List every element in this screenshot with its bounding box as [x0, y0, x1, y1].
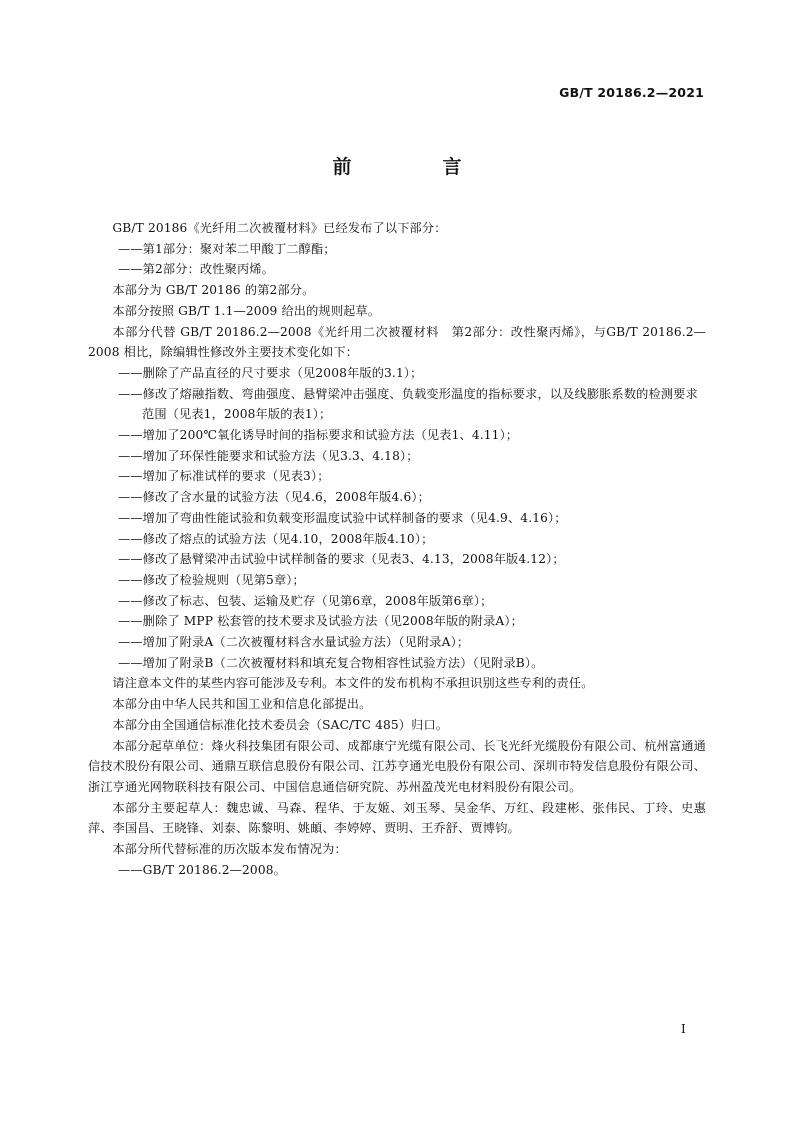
list-item: ——增加了弯曲性能试验和负载变形温度试验中试样制备的要求（见4.9、4.16）； — [118, 510, 567, 525]
list-item: ——修改了悬臂梁冲击试验中试样制备的要求（见表3、4.13，2008年版4.12）； — [118, 552, 565, 567]
list-item: ——删除了产品直径的尺寸要求（见2008年版的3.1）； — [118, 365, 423, 380]
list-item: ——GB/T 20186.2—2008。 — [118, 862, 286, 877]
paragraph: 本部分为 GB/T 20186 的第2部分。 — [112, 283, 315, 298]
page-number: I — [681, 1022, 686, 1036]
list-item: ——增加了200℃氧化诱导时间的指标要求和试验方法（见表1、4.11）； — [118, 428, 519, 443]
list-item: ——增加了附录B（二次被覆材料和填充复合物相容性试验方法）（见附录B）。 — [118, 655, 544, 670]
paragraph: 本部分所代替标准的历次版本发布情况为： — [112, 842, 347, 857]
paragraph: 本部分起草单位：烽火科技集团有限公司、成都康宁光缆有限公司、长飞光纤光缆股份有限公司、杭州富通通信技术股份有限公司、通鼎互联信息股份有限公司、江苏亨通光电股份有限公司、深圳市特发信息股份有限公司、浙江亨通光网物联科技有限公司、中国信息通信研究院、苏州盈茂光电材料股份有限公司。 — [88, 738, 706, 794]
standard-code: GB/T 20186.2—2021 — [559, 85, 704, 100]
list-item: ——修改了含水量的试验方法（见4.6，2008年版4.6）； — [118, 490, 430, 505]
paragraph: 本部分由中华人民共和国工业和信息化部提出。 — [112, 697, 372, 712]
list-item: ——修改了标志、包装、运输及贮存（见第6章，2008年版第6章）； — [118, 593, 493, 608]
list-item: ——第1部分：聚对苯二甲酸丁二醇酯； — [118, 241, 336, 256]
page-title: 前 言 — [332, 156, 498, 178]
list-item: ——第2部分：改性聚丙烯。 — [118, 262, 274, 277]
list-item: ——修改了熔融指数、弯曲强度、悬臂梁冲击强度、负载变形温度的指标要求，以及线膨胀系数的检测要求范围（见表1，2008年版的表1）； — [118, 386, 698, 422]
paragraph: 本部分主要起草人：魏忠诚、马森、程华、于友姬、刘玉琴、吴金华、万红、段建彬、张伟民、丁玲、史惠萍、李国昌、王晓锋、刘泰、陈黎明、姚頔、李婷婷、贾明、王乔舒、贾博钧。 — [88, 800, 706, 836]
list-item: ——增加了环保性能要求和试验方法（见3.3、4.18）； — [118, 448, 419, 463]
paragraph: GB/T 20186《光纤用二次被覆材料》已经发布了以下部分： — [112, 221, 447, 235]
paragraph: 请注意本文件的某些内容可能涉及专利。本文件的发布机构不承担识别这些专利的责任。 — [112, 676, 594, 691]
list-item: ——修改了熔点的试验方法（见4.10，2008年版4.10）； — [118, 531, 434, 546]
list-item: ——修改了检验规则（见第5章）； — [118, 572, 305, 587]
paragraph: 本部分由全国通信标准化技术委员会（SAC/TC 485）归口。 — [112, 717, 449, 732]
list-item: ——增加了附录A（二次被覆材料含水量试验方法）（见附录A）； — [118, 635, 470, 650]
foreword-body — [88, 218, 706, 881]
list-item: ——删除了 MPP 松套管的技术要求及试验方法（见2008年版的附录A）； — [118, 614, 523, 629]
list-item: ——增加了标准试样的要求（见表3）； — [118, 469, 330, 484]
paragraph: 本部分代替 GB/T 20186.2—2008《光纤用二次被覆材料 第2部分：改性聚丙烯》，与GB/T 20186.2—2008 相比，除编辑性修改外主要技术变化如下： — [88, 324, 706, 360]
paragraph: 本部分按照 GB/T 1.1—2009 给出的规则起草。 — [112, 303, 381, 318]
